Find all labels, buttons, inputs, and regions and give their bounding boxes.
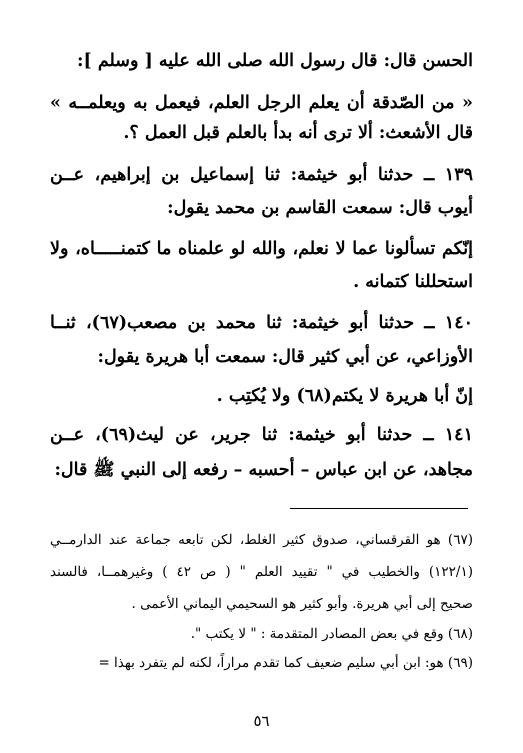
body-line-12: مجاهد، عن ابن عباس – أحسبه – رفعه إلى النبي ﷺ قال: [54, 460, 473, 480]
body-line-10: إنّ أبا هريرة لا يكتم(٦٨) ولا يُكتِب . [216, 386, 473, 406]
footnote-line-5: (٦٩) هو: ابن أبي سليم ضعيف كما تقدم مراراً، لكنه لم يتفرد بهذا = [98, 655, 473, 671]
body-line-6: إنّكم تسألونا عما لا نعلم، والله لو علمناه ما كتمنـــــاه، ولا [50, 239, 473, 259]
body-line-7: استحللنا كتمانه . [353, 272, 473, 292]
body-line-2: « من الصّدقة أن يعلم الرجل العلم، فيعمل به ويعلمــه » [50, 93, 473, 113]
body-line-11: ١٤١ ــ حدثنا أبو خيثمة: ثنا جرير، عن ليث(٦٩)، عــن [50, 425, 473, 445]
body-line-8: ١٤٠ ــ حدثنا أبو خيثمة: ثنا محمد بن مصعب(٦٧)، ثنــا [50, 313, 473, 333]
body-line-3: قال الأشعث: ألا ترى أنه بدأ بالعلم قبل العمل ؟. [123, 123, 473, 143]
body-line-4: ١٣٩ ــ حدثنا أبو خيثمة: ثنا إسماعيل بن إبراهيم، عــن [50, 165, 473, 185]
footnote-separator [290, 508, 468, 509]
body-line-9: الأوزاعي، عن أبي كثير قال: سمعت أبا هريرة يقول: [97, 347, 473, 367]
footnote-line-1: (٦٧) هو القرقساني، صدوق كثير الغلط، لكن تابعه جماعة عند الدارمــي [50, 532, 473, 548]
footnote-line-4: (٦٨) وقع في بعض المصادر المتقدمة : " لا يكتب ". [190, 626, 473, 642]
page-number: ٥٦ [253, 712, 270, 730]
footnote-line-3: صحيح إلى أبي هريرة. وأبو كثير هو السحيمي اليماني الأعمى . [131, 596, 473, 612]
body-line-5: أيوب قال: سمعت القاسم بن محمد يقول: [167, 198, 473, 218]
body-line-1: الحسن قال: قال رسول الله صلى الله عليه [ وسلم ]: [77, 51, 473, 71]
footnote-line-2: (١٢٢/١) والخطيب في " تقييد العلم " ( ص ٤٢ ) وغيرهمــا، فالسند [50, 564, 473, 580]
